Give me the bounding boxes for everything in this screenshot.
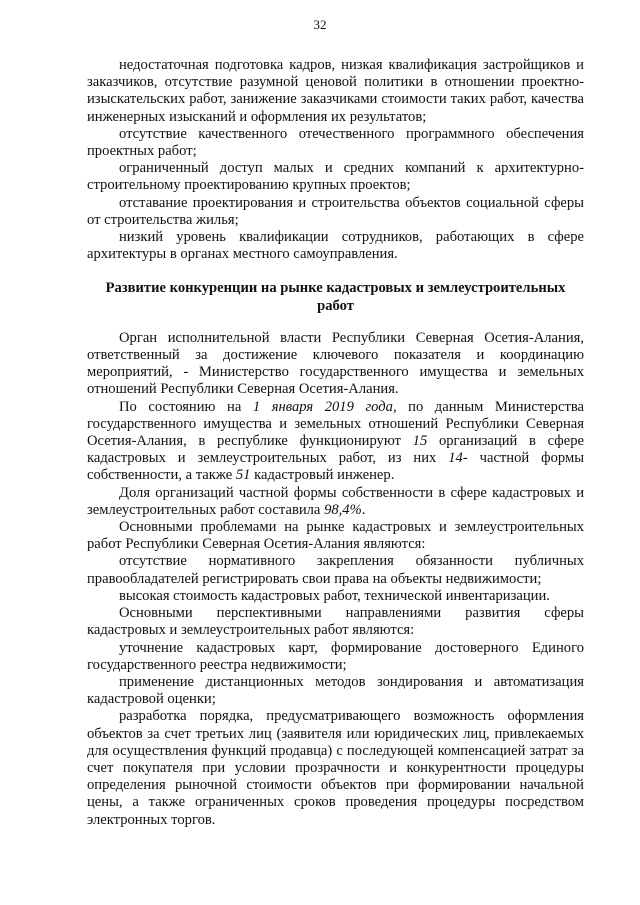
state-text: , по данным Министерства государственного имущества и земельных отношений Республики Северная Осетия-Алания, в республике функционируют (87, 398, 584, 450)
problem-item: отсутствие нормативного закрепления обязанности публичных правообладателей регистрировать свои права на объекты недвижимости; (87, 553, 584, 587)
intro-item: ограниченный доступ малых и средних компаний к архитектурно-строительному проектированию крупных проектов; (87, 160, 584, 194)
problems-intro: Основными проблемами на рынке кадастровых и землеустроительных работ Республики Северная Осетия-Алания являются: (87, 519, 584, 553)
problem-item: высокая стоимость кадастровых работ, технической инвентаризации. (119, 587, 550, 604)
state-text: По состоянию на (119, 398, 253, 415)
private-count: 14 (448, 450, 463, 467)
share-paragraph (87, 485, 584, 519)
page-number: 32 (313, 17, 327, 32)
intro-item: отставание проектирования и строительства объектов социальной сферы от строительства жилья; (87, 194, 584, 228)
direction-item: применение дистанционных методов зондирования и автоматизация кадастровой оценки; (87, 673, 584, 708)
engineer-count: 51 (235, 467, 251, 484)
state-text: кадастровый инженер. (250, 467, 395, 484)
org-count: 15 (412, 433, 428, 450)
intro-item: недостаточная подготовка кадров, низкая квалификация застройщиков и заказчиков, отсутствие разумной ценовой политики в отношении проектно-изыскательских работ, занижение заказчиками стоимости таких работ, качества инженерных изысканий и оформления их результатов; (87, 57, 584, 125)
state-text: организаций в сфере кадастровых и землеустроительных работ, из них (87, 433, 584, 467)
state-date: 1 января 2019 года (252, 398, 393, 415)
direction-item: разработка порядка, предусматривающего возможность оформления объектов за счет третьих лиц (заявителя или юридических лиц, привлекаемых для осуществления функций продавца) с последующей компенсацией затрат за счет покупателя при условии прозрачности и конкурентности процедуры определения рыночной стоимости объектов при формировании начальной цены, а также ограниченных сроков проведения процедуры посредством электронных торгов. (87, 708, 584, 828)
share-text: . (361, 501, 366, 518)
direction-item: уточнение кадастровых карт, формирование достоверного Единого государственного реестра недвижимости; (87, 639, 584, 673)
state-paragraph (87, 399, 584, 485)
page-content (87, 57, 584, 829)
share-text: Доля организаций частной формы собственности в сфере кадастровых и землеустроительных работ составила (87, 484, 584, 518)
responsible-paragraph: Орган исполнительной власти Республики Северная Осетия-Алания, ответственный за достижение ключевого показателя и координацию мероприятий, - Министерство государственного имущества и земельных отношений Республики Северная Осетия-Алания. (87, 329, 584, 398)
directions-intro: Основными перспективными направлениями развития сферы кадастровых и землеустроительных работ являются: (87, 605, 584, 639)
share-value: 98,4% (324, 501, 362, 518)
section-title: Развитие конкуренции на рынке кадастровых и землеустроительных работ (105, 280, 566, 314)
state-text: - частной формы собственности, а также (87, 450, 585, 484)
intro-item: низкий уровень квалификации сотрудников, работающих в сфере архитектуры в органах местного самоуправления. (87, 229, 584, 263)
intro-item: отсутствие качественного отечественного программного обеспечения проектных работ; (87, 125, 584, 160)
